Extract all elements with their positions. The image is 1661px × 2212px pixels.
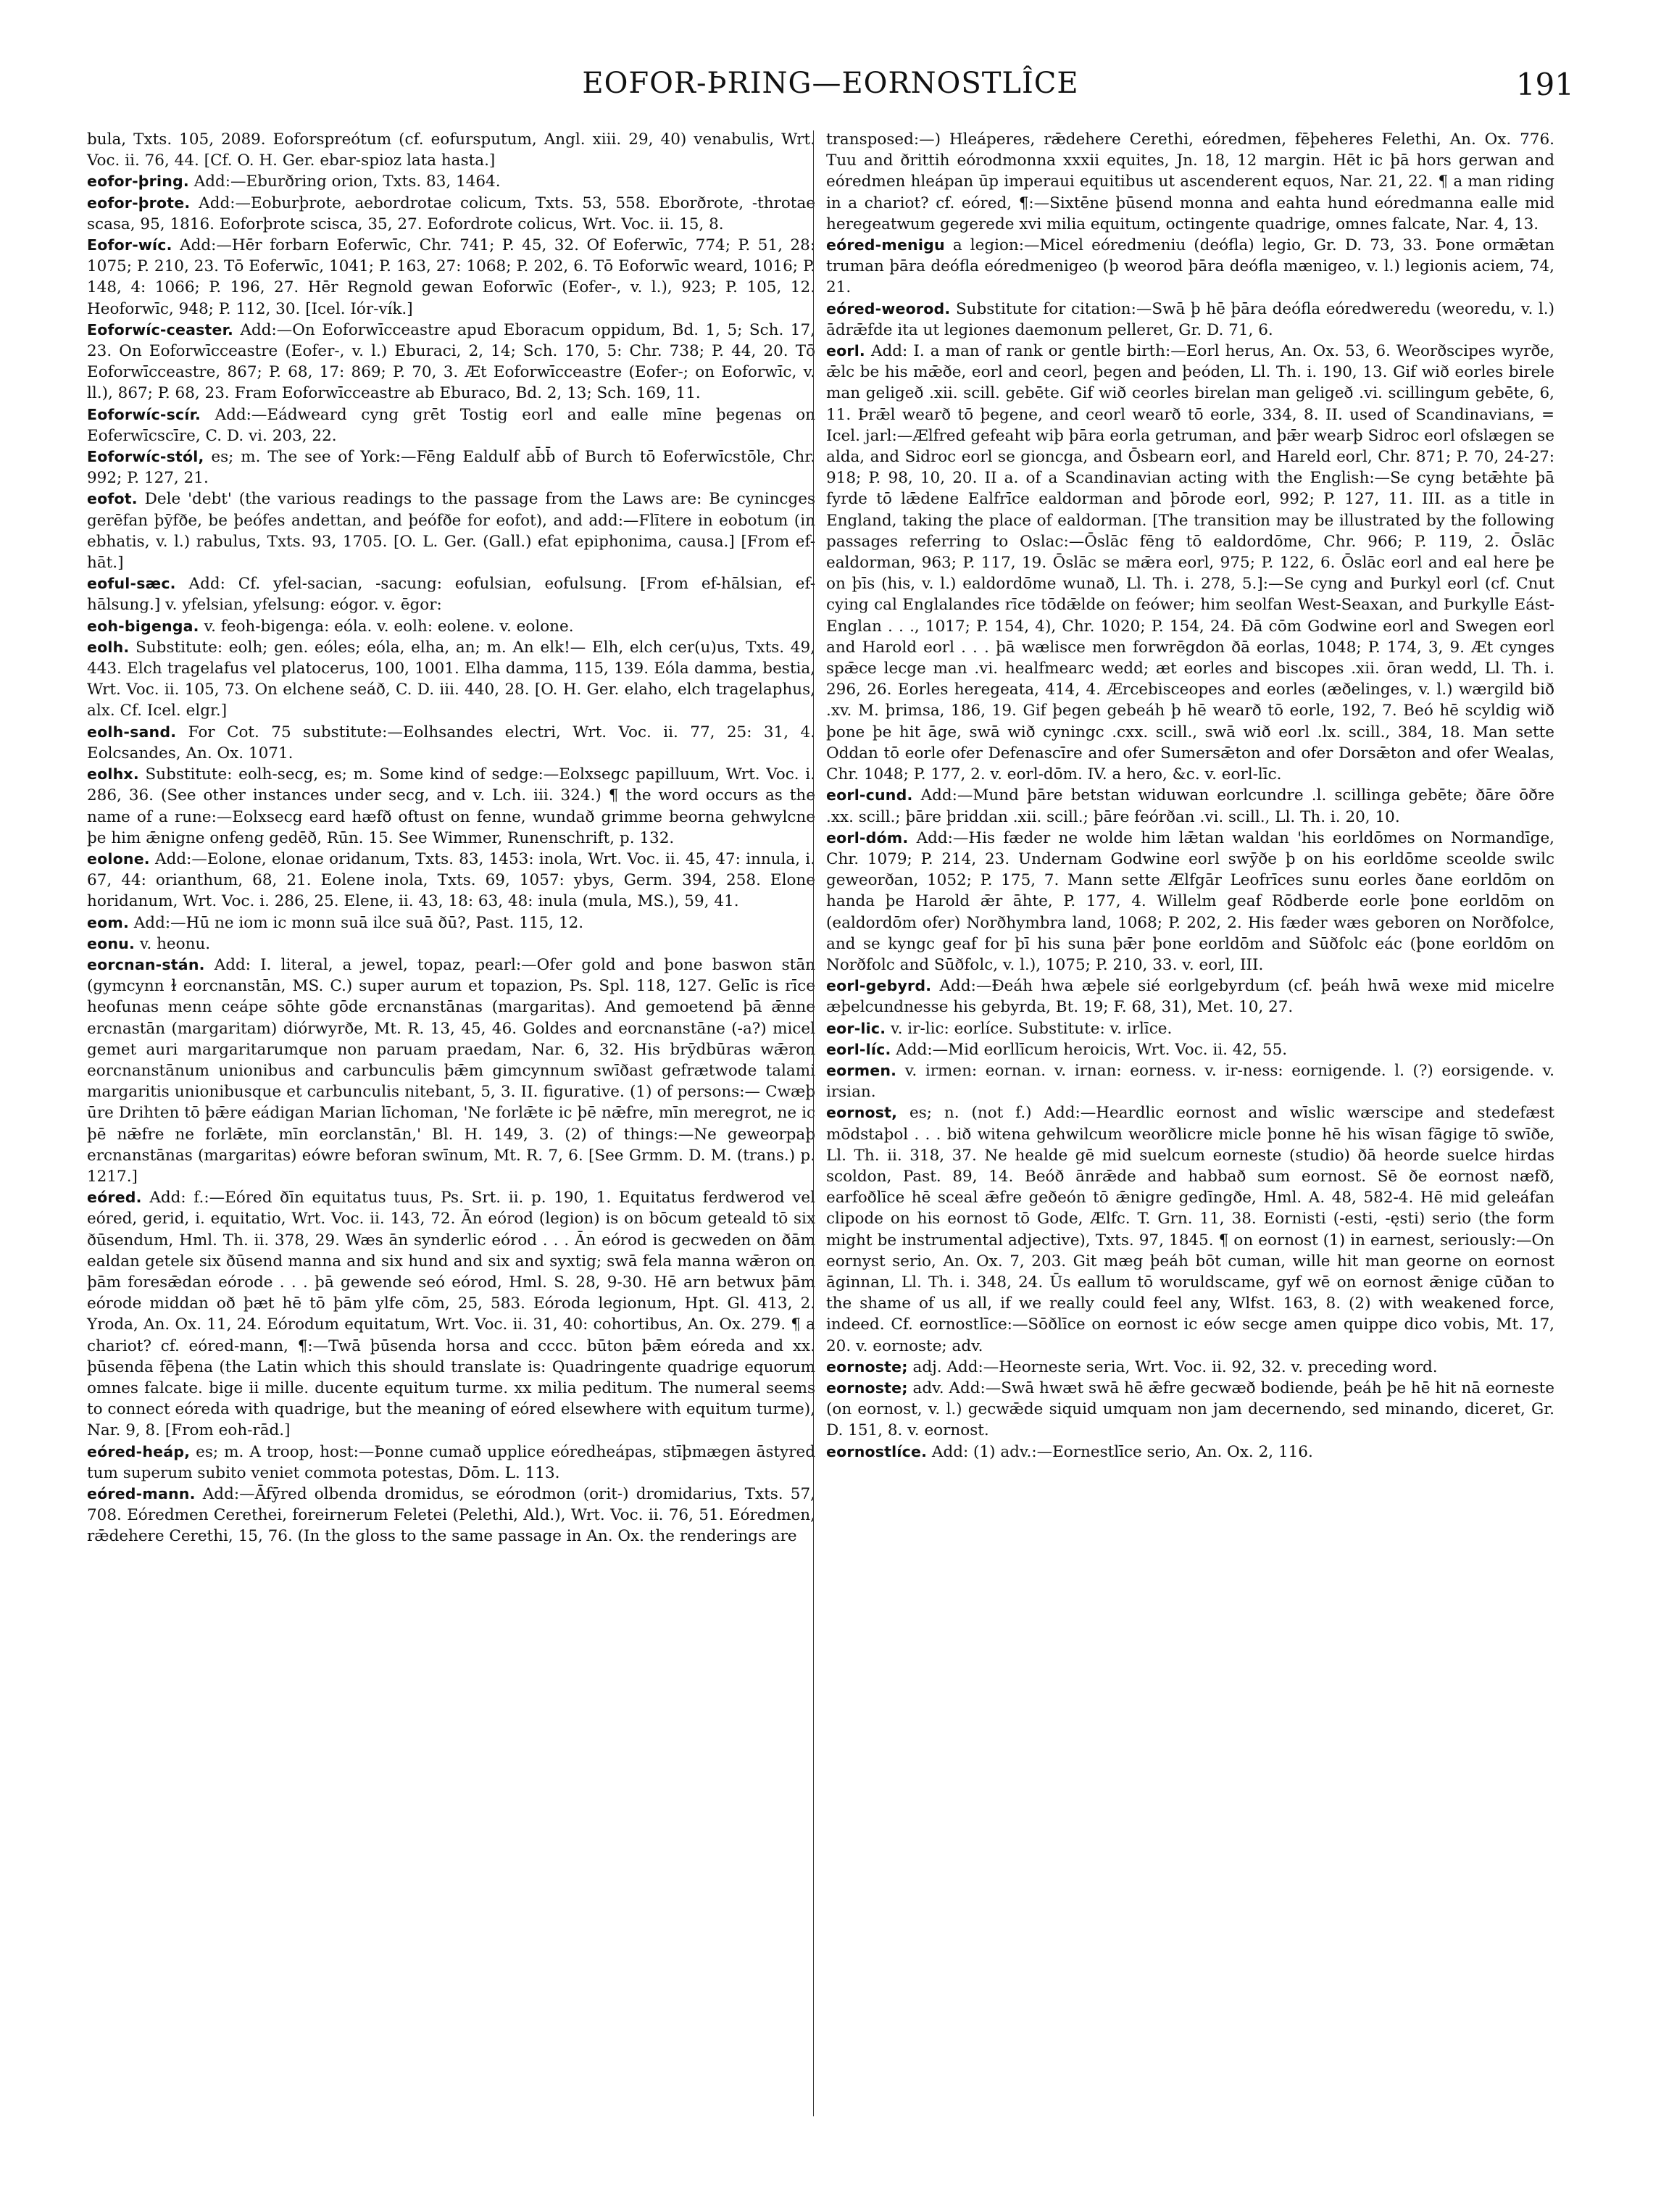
entry-headword: eóred. bbox=[87, 1189, 142, 1207]
entry-headword: eornoste; bbox=[826, 1379, 908, 1397]
entry-text: For Cot. 75 substitute:—Eolhsandes electri, Wrt. Voc. ii. 77, 25: 31, 4. Eolcsandes, An. Ox. 1071. bbox=[87, 723, 815, 762]
entry-headword: Eoforwíc-ceaster. bbox=[87, 320, 233, 338]
entry-text: Add: Cf. yfel-sacian, -sacung: eofulsian, eofulsung. [From ef-hālsian, ef-hālsung.] v. yfelsian, yfelsung: eógor. v. ēgor: bbox=[87, 575, 815, 615]
entry-text: adj. Add:—Heorneste seria, Wrt. Voc. ii. 92, 32. v. preceding word. bbox=[912, 1357, 1438, 1376]
entry-text: Add:—Ðeáh hwa æþele sié eorlgebyrdum (cf. þeáh hwā wexe mid micelre æþelcundnesse his gebyrda, Bt. 19; F. 68, 31), Met. 10, 27. bbox=[826, 977, 1554, 1017]
dictionary-entry bbox=[87, 446, 815, 488]
entry-text: Substitute: eolh; gen. eóles; eóla, elha, an; m. An elk!— Elh, elch cer(u)us, Txts. 49, 443. Elch tragelafus vel platocerus, 100, 1001. Elha damma, 115, 139. Eóla damma, bestia, Wrt. Voc. ii. 105, 73. On elchene seáð, C. D. iii. 440, 28. [O. H. Ger. elaho, elch tragelaphus, alx. Cf. Icel. elgr.] bbox=[87, 638, 815, 720]
dictionary-entry bbox=[87, 171, 815, 192]
right-column bbox=[826, 129, 1554, 1463]
entry-headword: eorl-gebyrd. bbox=[826, 977, 932, 995]
dictionary-entry bbox=[826, 299, 1554, 341]
dictionary-entry bbox=[87, 1442, 815, 1484]
entry-headword: eornoste; bbox=[826, 1357, 908, 1376]
entry-text: Add: I. literal, a jewel, topaz, pearl:—Ofer gold and þone baswon stān (gymcynn ɫ eorcnanstān, MS. C.) super aurum et topazion, Ps. Spl. 118, 127. Gelīc is rīce heofunas menn ceápe sōhte gōde ercnanstānas (margaritas). And gemoetend þā ǣnne ercnastān (margaritam) diórwyrðe, Mt. R. 13, 45, 46. Goldes and eorcnanstāne (-a?) micel gemet auri margaritarumque non paruam praedam, Nar. 6, 32. His brȳdbūras wǣron eorcnanstānum unionibus and carbunculis þǣm gimcynnum swīðast gefrætwode talami margaritis unionibusque et carbunculis nitebant, 5, 3. II. figurative. (1) of persons:— Cwæþ ūre Drihten tō þǣre eádigan Marian līchoman, 'Ne forlǣte ic þē nǣfre, mīn meregrot, ne ic þē nǣfre ne forlǣte, mīn eorclanstān,' Bl. H. 149, 3. (2) of things:—Ne geweorpaþ ercnanstānas (margaritas) eówre beforan swīnum, Mt. R. 7, 6. [See Grmm. D. M. (trans.) p. 1217.] bbox=[87, 955, 815, 1186]
entry-headword: eornost, bbox=[826, 1104, 898, 1122]
dictionary-entry bbox=[87, 488, 815, 573]
page-header bbox=[87, 67, 1574, 110]
column-divider bbox=[813, 130, 814, 2116]
entry-text: v. feoh-bigenga: eóla. v. eolh: eolene. v. eolone. bbox=[204, 617, 574, 636]
entry-text: es; m. The see of York:—Fēng Ealdulf ab̄b̄ of Burch tō Eoferwīcstōle, Chr. 992; P. 127, 21. bbox=[87, 448, 815, 488]
entry-text: Add:—Eburðring orion, Txts. 83, 1464. bbox=[193, 172, 501, 191]
dictionary-entry bbox=[87, 764, 815, 849]
entry-text: Add: (1) adv.:—Eornestlīce serio, An. Ox. 2, 116. bbox=[931, 1442, 1313, 1461]
dictionary-entry bbox=[87, 235, 815, 320]
dictionary-entry bbox=[826, 129, 1554, 235]
dictionary-entry bbox=[826, 1442, 1554, 1463]
dictionary-entry bbox=[826, 1060, 1554, 1102]
entry-text: v. heonu. bbox=[139, 934, 211, 953]
entry-text: Add:—Mund þāre betstan widuwan eorlcundre .l. scillinga gebēte; ðāre ōðre .xx. scill.; þāre þriddan .xii. scill.; þāre feórðan .vi. scill., Ll. Th. i. 20, 10. bbox=[826, 786, 1554, 826]
entry-headword: Eoforwíc-scír. bbox=[87, 405, 201, 423]
dictionary-entry bbox=[87, 934, 815, 955]
entry-headword: eóred-menigu bbox=[826, 236, 945, 254]
entry-text: bula, Txts. 105, 2089. Eoforspreótum (cf. eofursputum, Angl. xiii. 29, 40) venabulis, Wrt. Voc. ii. 76, 44. [Cf. O. H. Ger. ebar-spioz lata hasta.] bbox=[87, 130, 815, 170]
entry-text: Add:—Hēr forbarn Eoferwīc, Chr. 741; P. 45, 32. Of Eoferwīc, 774; P. 51, 28: 1075; P. 210, 23. Tō Eoferwīc, 1041; P. 163, 27: 1068; P. 202, 6. Tō Eoforwīc weard, 1016; P. 148, 4: 1066; P. 196, 27. Hēr Regnold gewan Eoforwīc (Eofer-, v. l.), 923; P. 105, 12. Heoforwīc, 948; P. 112, 30. [Icel. Iór-vík.] bbox=[87, 236, 815, 318]
dictionary-entry bbox=[87, 129, 815, 171]
page-number: 191 bbox=[1515, 67, 1574, 102]
entry-headword: eoful-sæc. bbox=[87, 575, 176, 593]
dictionary-entry bbox=[826, 1102, 1554, 1356]
entry-headword: eóred-heáp, bbox=[87, 1442, 191, 1460]
dictionary-entry bbox=[826, 1039, 1554, 1060]
entry-headword: eolhx. bbox=[87, 765, 139, 783]
entry-headword: eorl-cund. bbox=[826, 786, 913, 804]
dictionary-entry bbox=[826, 1018, 1554, 1039]
entry-headword: eóred-mann. bbox=[87, 1485, 196, 1502]
entry-text: Dele 'debt' (the various readings to the passage from the Laws are: Be cynincges gerēfan þȳfðe, be þeófes andettan, and þeófðe for eofot), and add:—Flītere in eobotum (in ebhatis, v. l.) rabulus, Txts. 93, 1705. [O. L. Ger. (Gall.) efat epiphonima, causa.] [From ef-hāt.] bbox=[87, 490, 815, 573]
dictionary-entry bbox=[87, 404, 815, 446]
dictionary-entry bbox=[826, 1378, 1554, 1442]
entry-text: es; m. A troop, host:—Þonne cumað upplice eóredheápas, stīþmægen āstyred tum superum subito veniet commota potestas, Dōm. L. 113. bbox=[87, 1442, 815, 1482]
entry-headword: eom. bbox=[87, 913, 129, 931]
entry-headword: eolh. bbox=[87, 638, 130, 656]
entry-text: es; n. (not f.) Add:—Heardlic eornost and wīslic wærscipe and stedefæst mōdstaþol . . . bið witena gehwilcum weorðlicre micle þonne hē his wīsan fāgige tō swīðe, Ll. Th. ii. 318, 37. Ne healde gē mid suelcum eorneste (studio) ðā heorde suelce hirdas scoldon, Past. 89, 14. Beóð ānrǣde and habbað sum eornost. Sē ðe eornost næfð, earfoðlīce hē sceal ǣfre geðeón tō ǣnigre gedīngðe, Hml. A. 48, 582-4. Hē mid geleáfan clipode on his eornost tō Gode, Ælfc. T. Grn. 11, 38. Eornisti (-esti, -ęsti) serio (the form might be instrumental adjective), Txts. 97, 1845. ¶ on eornost (1) in earnest, seriously:—On eornyst serio, An. Ox. 7, 203. Git mæg þeáh bōt cuman, wille hit man georne on eornost āginnan, Ll. Th. i. 348, 24. Ūs eallum tō woruldscame, gyf wē on eornost ǣnige cūðan to the shame of us all, if we really could feel any, Wlfst. 163, 8. (2) with weakened force, indeed. Cf. eornostlīce:—Sōðlīce on eornost ic eów secge amen quippe dico vobis, Mt. 17, 20. v. eornoste; adv. bbox=[826, 1104, 1554, 1355]
dictionary-entry bbox=[826, 828, 1554, 976]
entry-headword: eofot. bbox=[87, 490, 138, 508]
entry-text: transposed:—) Hleáperes, rǣdehere Cerethi, eóredmen, fēþeheres Felethi, An. Ox. 776. Tuu and ðrittih eórodmonna xxxii equites, Jn. 18, 12 margin. Hēt ic þā hors gerwan and eóredmen hleápan ūp imperaui equitibus ut ascenderent equos, Nar. 21, 22. ¶ a man riding in a chariot? cf. eóred, ¶:—Sixtēne þūsend monna and eahta hund eóredmanna ealle mid heregeatwum gegerede xvi milia equitum, octingente quadrige, omnes falcate, Nar. 4, 13. bbox=[826, 130, 1554, 233]
dictionary-entry bbox=[826, 235, 1554, 299]
entry-headword: eonu. bbox=[87, 934, 135, 952]
entry-headword: eoh-bigenga. bbox=[87, 617, 199, 635]
entry-text: Add:—Eolone, elonae oridanum, Txts. 83, 1453: inola, Wrt. Voc. ii. 45, 47: innula, i. 67, 44: orianthum, 68, 21. Eolene inola, Txts. 69, 1057: ybys, Germ. 394, 258. Elone horidanum, Wrt. Voc. i. 286, 25. Elene, ii. 43, 18: 63, 48: inula (mula, MS.), 59, 41. bbox=[87, 849, 815, 911]
dictionary-entry bbox=[826, 341, 1554, 785]
entry-text: Add:—Mid eorllīcum heroicis, Wrt. Voc. ii. 42, 55. bbox=[896, 1040, 1288, 1059]
entry-text: Add:—Āfȳred olbenda dromidus, se eórodmon (orit-) dromidarius, Txts. 57, 708. Eóredmen Cerethei, foreirnerum Feletei (Pelethi, Ald.), Wrt. Voc. ii. 76, 51. Eóredmen, rǣdehere Cerethi, 15, 76. (In the gloss to the same passage in An. Ox. the renderings are bbox=[87, 1485, 815, 1546]
dictionary-entry bbox=[87, 320, 815, 404]
entry-headword: eofor-þrote. bbox=[87, 194, 191, 212]
entry-text: Add:—On Eoforwīcceastre apud Eboracum oppidum, Bd. 1, 5; Sch. 17, 23. On Eoforwīcceastre (Eofer-, v. l.) Eburaci, 2, 14; Sch. 170, 5: Chr. 738; P. 44, 20. Tō Eoforwīcceastre, 867; P. 68, 17: 869; P. 70, 3. Æt Eoforwīcceastre (Eofer-; on Eoforwīc, v. ll.), 867; P. 68, 23. Fram Eoforwīcceastre ab Eburaco, Bd. 2, 13; Sch. 169, 11. bbox=[87, 320, 815, 403]
entry-headword: eorl-dóm. bbox=[826, 828, 909, 847]
entry-text: a legion:—Micel eóredmeniu (deófla) legio, Gr. D. 73, 33. Þone ormǣtan truman þāra deófla eóredmenigeo (þ weorod þāra deófla mænigeo, v. l.) legionis aciem, 74, 21. bbox=[826, 236, 1554, 297]
entry-headword: eorcnan-stán. bbox=[87, 955, 205, 973]
dictionary-entry bbox=[87, 616, 815, 637]
dictionary-entry bbox=[87, 1187, 815, 1441]
entry-headword: eolh-sand. bbox=[87, 723, 177, 741]
entry-text: Add:—His fæder ne wolde him lǣtan waldan 'his eorldōmes on Normandīge, Chr. 1079; P. 214, 23. Undernam Godwine eorl swȳðe þ on his eorldōme sceolde swilc geweorðan, 1052; P. 175, 7. Mann sette Ælfgār Leofrīces sunu eorles ðane eorldōm on handa þe Harold ǣr āhte, P. 177, 4. Willelm geaf Rōdberde eorle þone eorldōm on (ealdordōm ofer) Norðhymbra land, 1068; P. 202, 2. His fæder wæs geboren on Norðfolce, and se kyngc geaf for þī his suna þǣr þone eorldōm and Sūðfolc eác (þone eorldōm on Norðfolc and Sūðfolc, v. l.), 1075; P. 210, 33. v. eorl, III. bbox=[826, 828, 1554, 974]
dictionary-entry bbox=[87, 849, 815, 912]
entry-text: Add:—Eoburþrote, aebordrotae colicum, Txts. 53, 558. Eborðrote, -throtae scasa, 95, 1816. Eoforþrote scisca, 35, 27. Eofordrote colicus, Wrt. Voc. ii. 15, 8. bbox=[87, 194, 815, 233]
entry-text: Substitute for citation:—Swā þ hē þāra deófla eóredweredu (weoredu, v. l.) ādrǣfde ita ut legiones daemonum pelleret, Gr. D. 71, 6. bbox=[826, 299, 1554, 339]
entry-headword: eolone. bbox=[87, 849, 150, 868]
running-head: EOFOR-ÞRING—EORNOSTLÎCE bbox=[582, 67, 1079, 100]
entry-headword: eormen. bbox=[826, 1061, 897, 1079]
dictionary-entry bbox=[87, 955, 815, 1187]
entry-headword: eofor-þring. bbox=[87, 172, 189, 191]
entry-text: Add: f.:—Eóred ðīn equitatus tuus, Ps. Srt. ii. p. 190, 1. Equitatus ferdwerod vel eóred, gerid, i. equitatio, Wrt. Voc. ii. 143, 72. Ān eórod (legion) is on bōcum geteald tō six ðūsendum, Hml. Th. ii. 378, 29. Wæs ān synderlic eórod . . . Ān eórod is gecweden on ðām ealdan getele six ðūsend manna and six hund and six and syxtig; swā fela manna wǣron on þām foresǣdan eórode . . . þā gewende seó eórod, Hml. S. 28, 9-30. Hē arn betwux þām eórode middan oð þæt hē tō þām ylfe cōm, 25, 583. Eóroda legionum, Hpt. Gl. 413, 2. Yroda, An. Ox. 11, 24. Eórodum equitatum, Wrt. Voc. ii. 31, 40: cohortibus, An. Ox. 279. ¶ a chariot? cf. eóred-mann, ¶:—Twā þūsenda horsa and cccc. būton þǣm eóreda and xx. þūsenda fēþena (the Latin which this should translate is: Quadringente quadrige equorum omnes falcate. bige ii mille. ducente equitum turme. xx milia peditum. The numeral seems to connect eóreda with quadrige, but the meaning of eóred elsewhere with equitum turme), Nar. 9, 8. [From eoh-rād.] bbox=[87, 1189, 815, 1440]
dictionary-entry bbox=[826, 1357, 1554, 1378]
entry-text: Add:—Eádweard cyng grēt Tostig eorl and ealle mīne þegenas on Eoferwīcscīre, C. D. vi. 203, 22. bbox=[87, 405, 815, 445]
entry-headword: eorl-líc. bbox=[826, 1040, 891, 1058]
dictionary-entry bbox=[87, 637, 815, 722]
left-column bbox=[87, 129, 815, 1547]
entry-text: Add: I. a man of rank or gentle birth:—Eorl herus, An. Ox. 53, 6. Weorðscipes wyrðe, ǣlc be his mǣðe, eorl and ceorl, þegen and þeóden, Ll. Th. i. 190, 13. Gif wið eorles birele man geligeð .xii. scill. gebēte. Gif wið ceorles birelan man geligeð .vi. scillingum gebēte, 6, 11. Þrǣl wearð tō þegene, and ceorl wearð tō eorle, 334, 8. II. used of Scandinavians, = Icel. jarl:—Ælfred gefeaht wiþ þāra eorla getruman, and þǣr wearþ Sidroc eorl ofslægen se alda, and Sidroc eorl se gioncga, and Ōsbearn eorl, and Hareld eorl, Chr. 871; P. 70, 24-27: 918; P. 98, 10, 20. II a. of a Scandinavian acting with the English:—Se cyng betǣhte þā fyrde tō lǣdene Ealfrīce ealdorman and þōrode eorl, 992; P. 127, 11. III. as a title in England, taking the place of ealdorman. [The transition may be illustrated by the following passages referring to Oslac:—Ōslāc fēng tō ealdordōme, Chr. 966; P. 119, 2. Ōslāc ealdorman, 963; P. 117, 19. Ōslāc se mǣra eorl, 975; P. 122, 6. Ōslāc eorl and eal here þe on þīs (his, v. l.) ealdordōme wunað, Ll. Th. i. 278, 5.]:—Se cyng and Þurkyl eorl (cf. Cnut cying cal Englalandes rīce tōdǣlde on feówer; him seolfan West-Seaxan, and Þurkylle Eást-Englan . . ., 1017; P. 154, 4), Chr. 1020; P. 154, 24. Ðā cōm Godwine eorl and Swegen eorl and Harold eorl . . . þā wælisce men forwrēgdon ðā eorlas, 1048; P. 174, 3, 9. Æt cynges spǣce lecge man .vi. healfmearc wedd; æt eorles and biscopes .xii. ōran wedd, Ll. Th. i. 296, 26. Eorles heregeata, 414, 4. Ærcebisceopes and eorles (æðelinges, v. l.) wærgild bið .xv. M. þrimsa, 186, 19. Gif þegen gebeáh þ hē wearð tō eorle, 192, 7. Beó hē scyldig wið þone þe hit āge, swā wið cyningc .cxx. scill., swā wið eorl .lx. scill., 384, 18. Man sette Oddan tō eorle ofer Defenascīre and ofer Sumersǣton and ofer Dorsǣton and ofer Wealas, Chr. 1048; P. 177, 2. v. eorl-dōm. IV. a hero, &c. v. eorl-līc. bbox=[826, 342, 1554, 784]
entry-headword: eorl. bbox=[826, 342, 865, 360]
dictionary-entry bbox=[87, 1484, 815, 1547]
entry-text: adv. Add:—Swā hwæt swā hē ǣfre gecwæð bodiende, þeáh þe hē hit nā eorneste (on eornost, v. l.) gecwǣde siquid umquam non jam decernendo, sed minando, diceret, Gr. D. 151, 8. v. eornost. bbox=[826, 1379, 1554, 1440]
entry-text: Add:—Hū ne iom ic monn suā ilce suā ðū?, Past. 115, 12. bbox=[133, 913, 584, 932]
dictionary-entry bbox=[87, 722, 815, 764]
dictionary-entry bbox=[826, 785, 1554, 827]
entry-headword: eóred-weorod. bbox=[826, 299, 951, 317]
dictionary-entry bbox=[826, 976, 1554, 1018]
dictionary-entry bbox=[87, 912, 815, 934]
entry-headword: Eofor-wíc. bbox=[87, 236, 172, 254]
entry-text: v. ir-lic: eorlíce. Substitute: v. irlīce. bbox=[891, 1019, 1173, 1038]
entry-headword: eor-lic. bbox=[826, 1019, 886, 1037]
entry-text: Substitute: eolh-secg, es; m. Some kind of sedge:—Eolxsegc papilluum, Wrt. Voc. i. 286, 36. (See other instances under secg, and v. Lch. iii. 324.) ¶ the word occurs as the name of a rune:—Eolxsecg eard hæfð oftust on fenne, wundað grimme beorna gehwylcne þe him ǣnigne onfeng gedēð, Rūn. 15. See Wimmer, Runenschrift, p. 132. bbox=[87, 765, 815, 847]
entry-headword: Eoforwíc-stól, bbox=[87, 448, 204, 466]
dictionary-entry bbox=[87, 573, 815, 615]
dictionary-entry bbox=[87, 193, 815, 235]
entry-text: v. irmen: eornan. v. irnan: eorness. v. ir-ness: eornigende. l. (?) eorsigende. v. irsian. bbox=[826, 1061, 1554, 1102]
entry-headword: eornostlíce. bbox=[826, 1442, 928, 1460]
